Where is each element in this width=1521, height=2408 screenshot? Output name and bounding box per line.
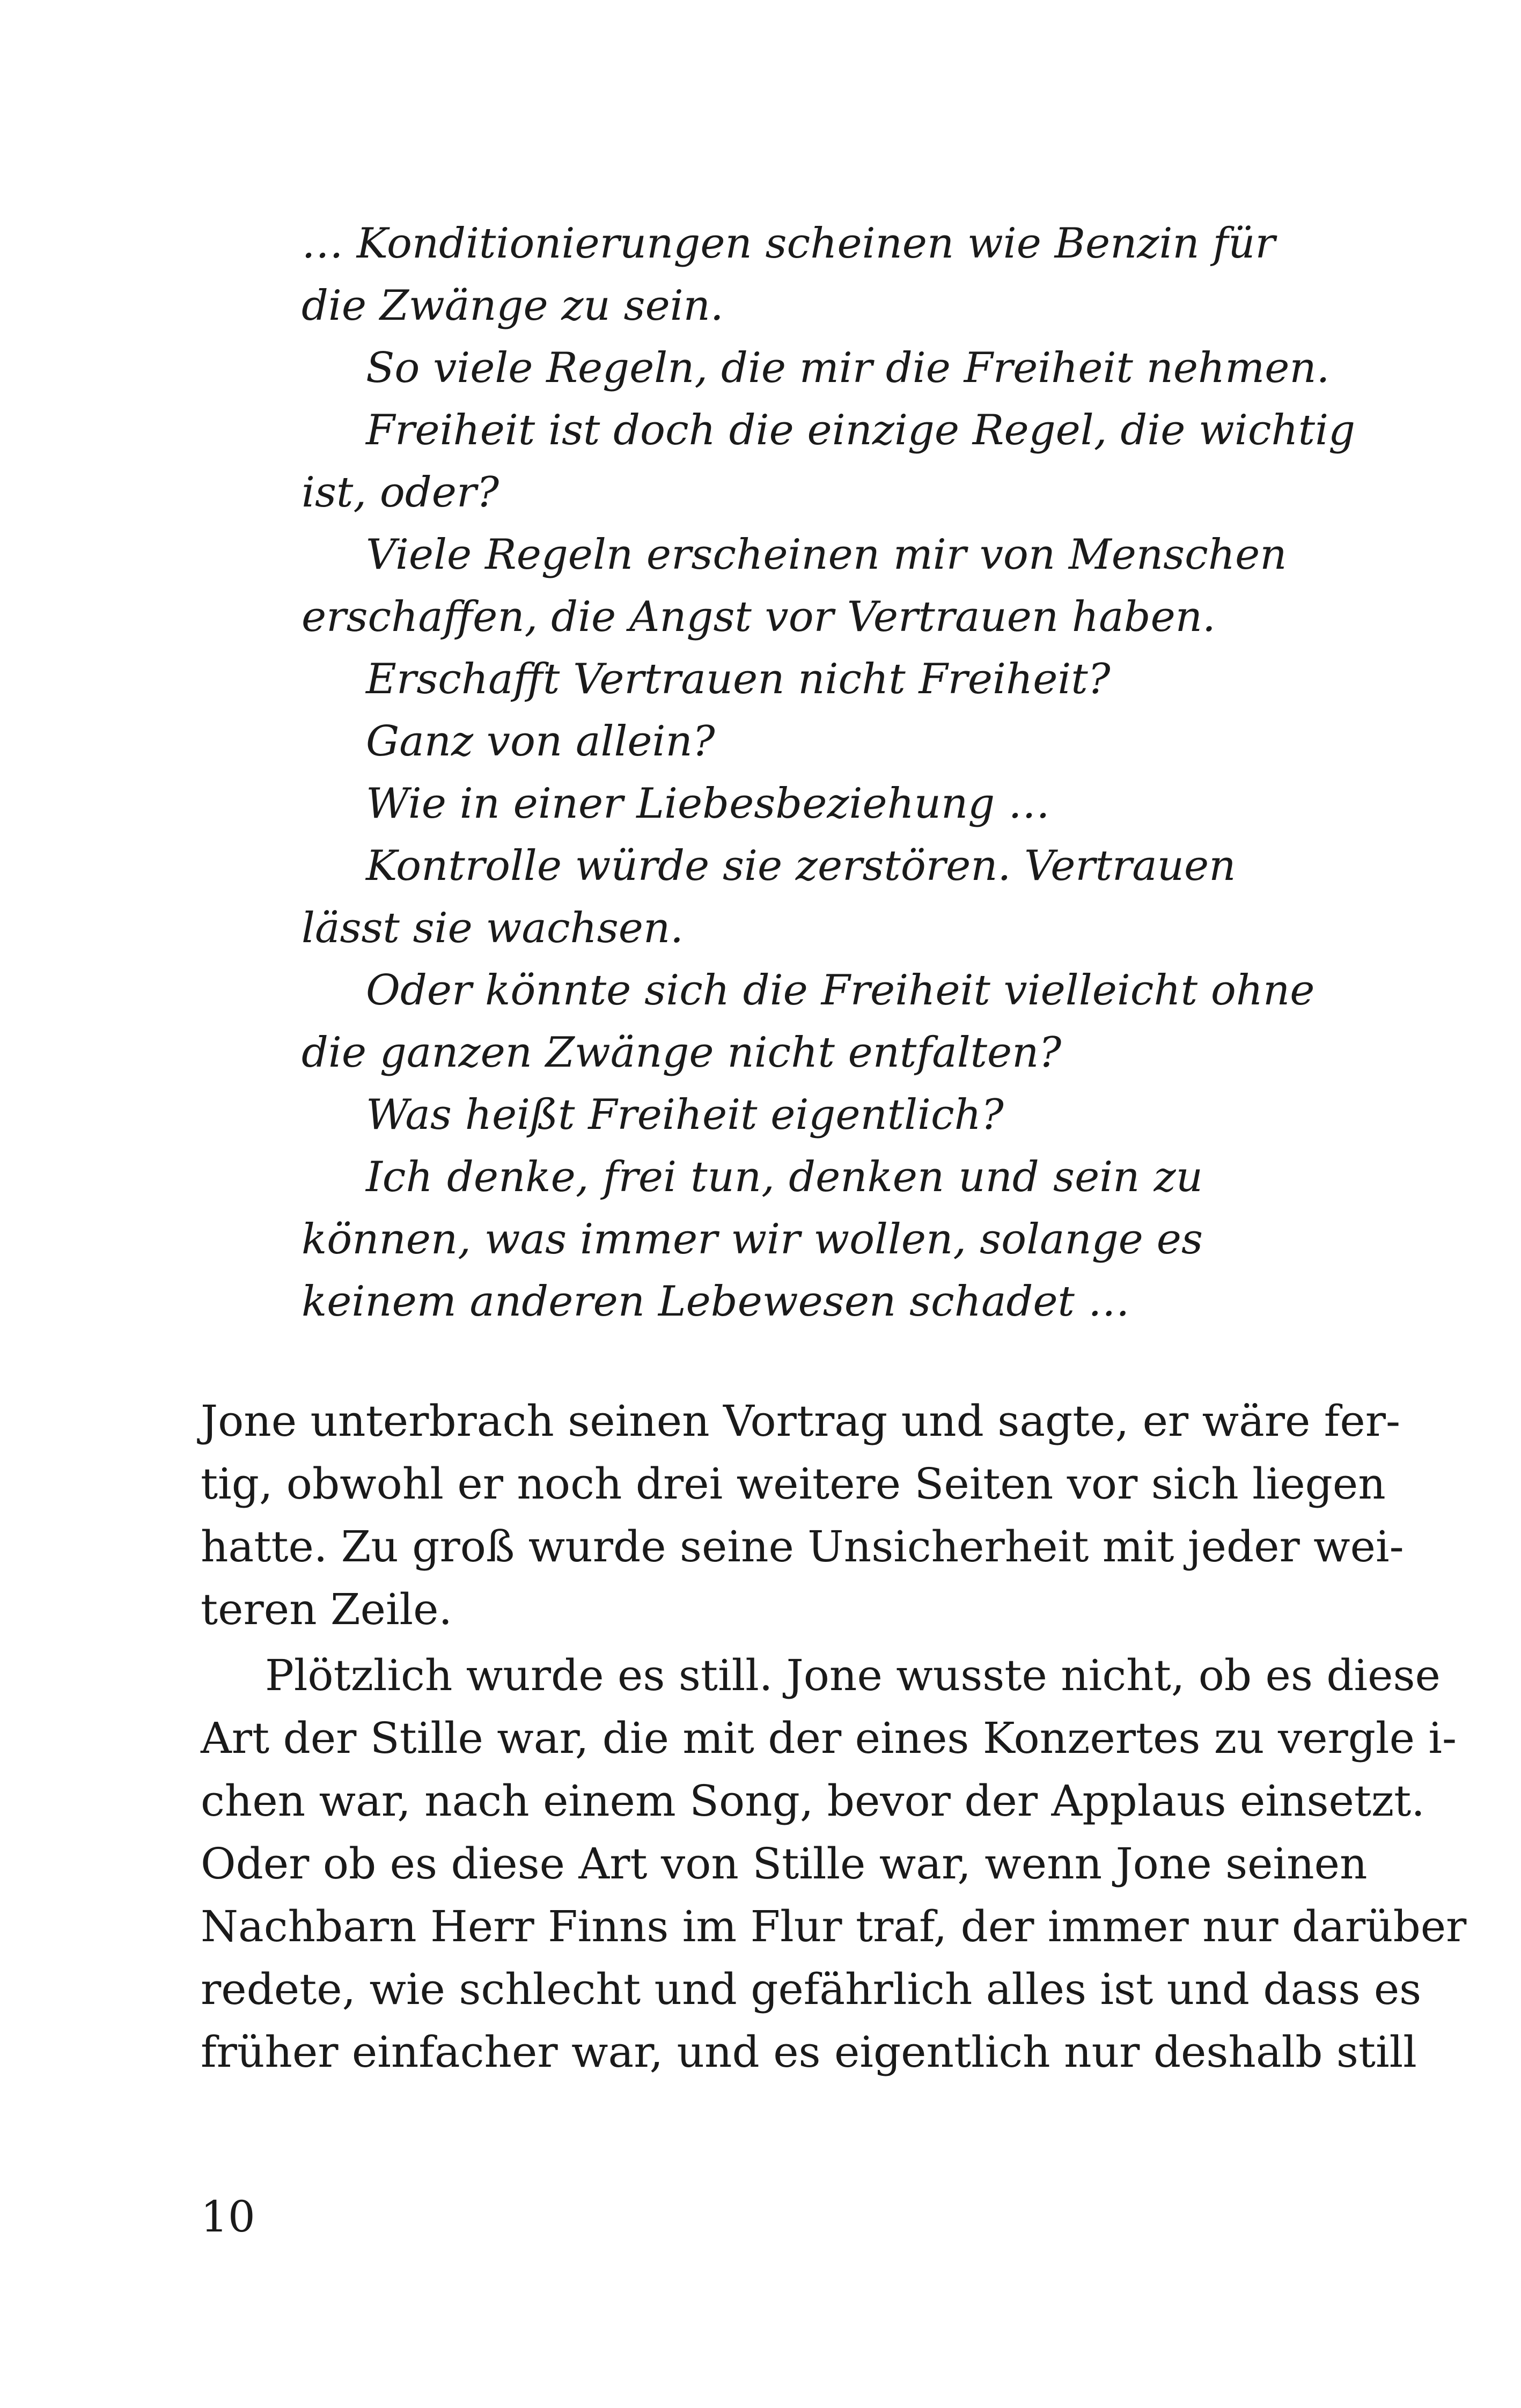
body-line: Nachbarn Herr Finns im Flur traf, der immer nur darüber [201, 1902, 1467, 1951]
quote-line: lässt sie wachsen. [302, 904, 684, 952]
quote-line: ist, oder? [302, 468, 499, 517]
quote-line: Erschafft Vertrauen nicht Freiheit? [366, 655, 1111, 703]
quote-line: Wie in einer Liebesbeziehung … [366, 780, 1050, 828]
body-line: Jone unterbrach seinen Vortrag und sagte, er wäre fer- [201, 1396, 1401, 1446]
quote-line: Kontrolle würde sie zerstören. Vertrauen [366, 842, 1236, 890]
page-number: 10 [201, 2192, 255, 2242]
italic-quote-block [302, 212, 1356, 1333]
quote-line: Ganz von allein? [366, 717, 715, 766]
body-line: chen war, nach einem Song, bevor der Applaus einsetzt. [201, 1776, 1425, 1826]
body-line: Oder ob es diese Art von Stille war, wenn Jone seinen [201, 1839, 1368, 1889]
body-line: Art der Stille war, die mit der eines Konzertes zu vergle i- [201, 1713, 1457, 1763]
quote-line: Ich denke, frei tun, denken und sein zu [366, 1153, 1203, 1201]
body-line: Plötzlich wurde es still. Jone wusste nicht, ob es diese [265, 1650, 1441, 1700]
body-line: teren Zeile. [201, 1584, 452, 1634]
quote-line: die ganzen Zwänge nicht entfalten? [302, 1029, 1062, 1077]
quote-line: keinem anderen Lebewesen schadet … [302, 1278, 1130, 1326]
body-line: früher einfacher war, und es eigentlich nur deshalb still [201, 2027, 1417, 2077]
body-text [201, 1390, 1467, 2083]
quote-line: erschaffen, die Angst vor Vertrauen haben. [302, 593, 1216, 641]
quote-line: So viele Regeln, die mir die Freiheit nehmen. [366, 344, 1330, 392]
quote-line: Viele Regeln erscheinen mir von Menschen [366, 531, 1287, 579]
body-line: hatte. Zu groß wurde seine Unsicherheit mit jeder wei- [201, 1522, 1404, 1572]
quote-line: Oder könnte sich die Freiheit vielleicht ohne [366, 966, 1315, 1015]
body-line: tig, obwohl er noch drei weitere Seiten vor sich liegen [201, 1459, 1386, 1509]
quote-line: … Konditionierungen scheinen wie Benzin für [302, 219, 1275, 268]
quote-line: Was heißt Freiheit eigentlich? [366, 1091, 1004, 1139]
quote-line: die Zwänge zu sein. [302, 282, 724, 330]
quote-line: können, was immer wir wollen, solange es [302, 1215, 1203, 1264]
body-line: redete, wie schlecht und gefährlich alles ist und dass es [201, 1964, 1422, 2014]
quote-line: Freiheit ist doch die einzige Regel, die wichtig [366, 406, 1356, 454]
